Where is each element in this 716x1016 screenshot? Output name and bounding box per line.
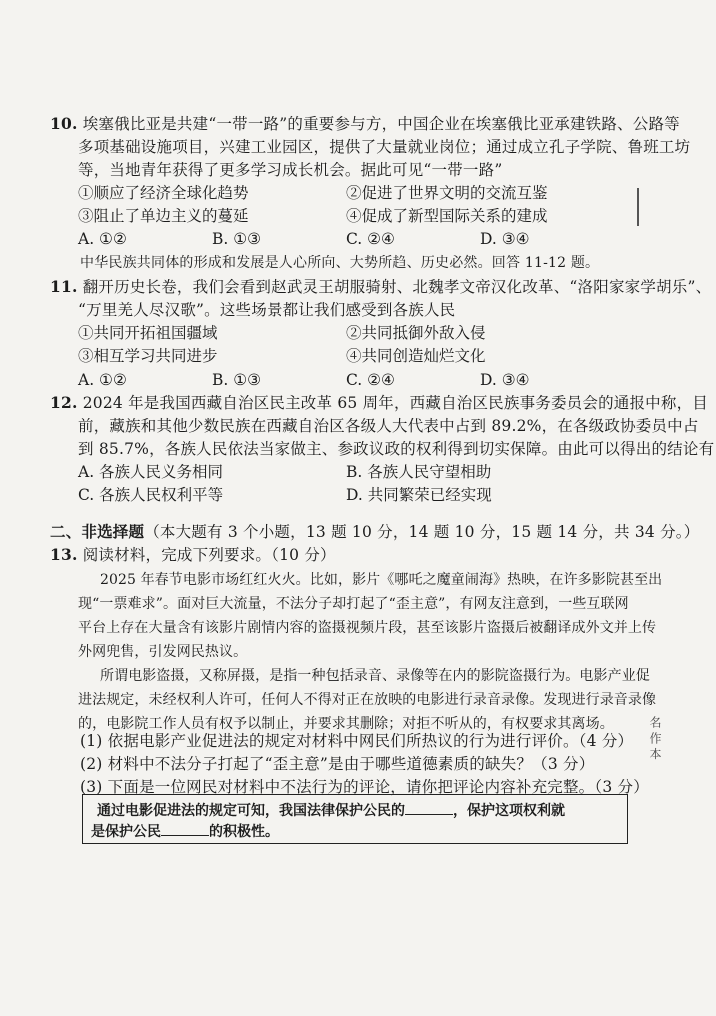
q11-line-1	[50, 277, 711, 297]
q10-line-2: 多项基础设施项目，兴建工业园区，提供了大量就业岗位；通过成立孔子学院、鲁班工坊	[78, 138, 691, 156]
q13-material2-line-1: 所谓电影盗摄，又称屏摄，是指一种包括录音、录像等在内的影院盗摄行为。电影产业促	[100, 668, 650, 684]
q11-option-b: B. ①③	[212, 371, 262, 389]
q13-material1-line-3: 平台上存在大量含有该影片剧情内容的盗摄视频片段，甚至该影片盗摄后被翻译成外文并上传	[78, 620, 657, 636]
q11-statement-3: ③相互学习共同进步	[78, 347, 218, 365]
q13-heading	[50, 545, 336, 565]
q10-statement-2: ②促进了世界文明的交流互鉴	[346, 184, 548, 202]
q11-statement-2: ②共同抵御外敌入侵	[346, 324, 486, 342]
q12-text-1: 2024 年是我国西藏自治区民主改革 65 周年，西藏自治区民族事务委员会的通报中称，目	[82, 394, 708, 412]
answer-box	[82, 794, 628, 844]
q12-option-b: B. 各族人民守望相助	[346, 463, 492, 481]
box-line-1-a: 通过电影促进法的规定可知，我国法律保护公民的	[97, 803, 405, 819]
q11-statement-1: ①共同开拓祖国疆域	[78, 324, 218, 342]
q10-option-b: B. ①③	[212, 230, 262, 248]
q13-heading-text: 阅读材料，完成下列要求。（10 分）	[82, 546, 336, 564]
q11-option-c: C. ②④	[346, 371, 395, 389]
section2-header	[50, 522, 699, 542]
q13-material1-line-2: 现“一票难求”。面对巨大流量，不法分子却打起了“歪主意”，有网友注意到，一些互联网	[78, 596, 629, 612]
q11-line-2: “万里羌人尽汉歌”。这些场景都让我们感受到各族人民	[78, 301, 456, 319]
intro-11-12: 中华民族共同体的形成和发展是人心所向、大势所趋、历史必然。回答 11-12 题。	[80, 255, 600, 271]
margin-mark	[637, 188, 639, 226]
q12-option-d: D. 共同繁荣已经实现	[346, 486, 492, 504]
q11-option-a: A. ①②	[78, 371, 127, 389]
q12-line-2: 前，藏族和其他少数民族在西藏自治区各级人大代表中占到 89.2%，在各级政协委员中占	[78, 417, 699, 435]
q10-option-d: D. ③④	[480, 230, 530, 248]
q11-statement-4: ④共同创造灿烂文化	[346, 347, 486, 365]
q10-option-a: A. ①②	[78, 230, 127, 248]
q13-number: 13.	[50, 545, 78, 564]
q12-line-3: 到 85.7%，各族人民依法当家做主、参政议政的权利得到切实保障。由此可以得出的结论有	[78, 440, 715, 458]
q12-option-a: A. 各族人民义务相同	[78, 463, 224, 481]
q10-text-1: 埃塞俄比亚是共建“一带一路”的重要参与方，中国企业在埃塞俄比亚承建铁路、公路等	[82, 115, 680, 133]
q11-number: 11.	[50, 277, 78, 296]
q11-option-d: D. ③④	[480, 371, 530, 389]
q10-number: 10.	[50, 114, 78, 133]
q12-option-c: C. 各族人民权利平等	[78, 486, 224, 504]
q10-statement-3: ③阻止了单边主义的蔓延	[78, 207, 249, 225]
q13-question-2: (2) 材料中不法分子打起了“歪主意”是由于哪些道德素质的缺失？（3 分）	[80, 755, 595, 773]
q13-material1-line-4: 外网兜售，引发网民热议。	[78, 644, 248, 660]
side-handwritten-note: 名 作 本	[648, 716, 662, 760]
blank-2[interactable]	[161, 821, 209, 836]
q10-option-c: C. ②④	[346, 230, 395, 248]
box-line-2	[91, 821, 279, 842]
q10-line-3: 等，当地青年获得了更多学习成长机会。据此可见“一带一路”	[78, 161, 503, 179]
section2-note: （本大题有 3 个小题，13 题 10 分，14 题 10 分，15 题 14 分，共 34 分。）	[144, 523, 700, 541]
q10-statement-1: ①顺应了经济全球化趋势	[78, 184, 249, 202]
box-line-1	[97, 800, 565, 821]
box-line-1-b: ，保护这项权利就	[453, 803, 565, 819]
q13-material2-line-3: 的，电影院工作人员有权予以制止，并要求其删除；对拒不听从的，有权要求其离场。	[78, 716, 614, 732]
section2-title: 二、非选择题	[50, 522, 145, 541]
q11-text-1: 翻开历史长卷，我们会看到赵武灵王胡服骑射、北魏孝文帝汉化改革、“洛阳家家学胡乐”、	[82, 278, 712, 296]
q13-question-3: (3) 下面是一位网民对材料中不法行为的评论，请你把评论内容补充完整。（3 分）	[80, 778, 649, 796]
box-line-2-a: 是保护公民	[91, 824, 161, 840]
q10-statement-4: ④促成了新型国际关系的建成	[346, 207, 548, 225]
q13-question-1: (1) 依据电影产业促进法的规定对材料中网民们所热议的行为进行评价。（4 分）	[80, 732, 634, 750]
blank-1[interactable]	[405, 800, 453, 815]
q13-material1-line-1: 2025 年春节电影市场红红火火。比如，影片《哪吒之魔童闹海》热映，在许多影院甚至出	[100, 572, 663, 588]
q12-number: 12.	[50, 393, 78, 412]
box-line-2-b: 的积极性。	[209, 824, 279, 840]
q13-material2-line-2: 进法规定，未经权利人许可，任何人不得对正在放映的电影进行录音录像。发现进行录音录像	[78, 692, 657, 708]
q10-line-1	[50, 114, 680, 134]
q12-line-1	[50, 393, 708, 413]
